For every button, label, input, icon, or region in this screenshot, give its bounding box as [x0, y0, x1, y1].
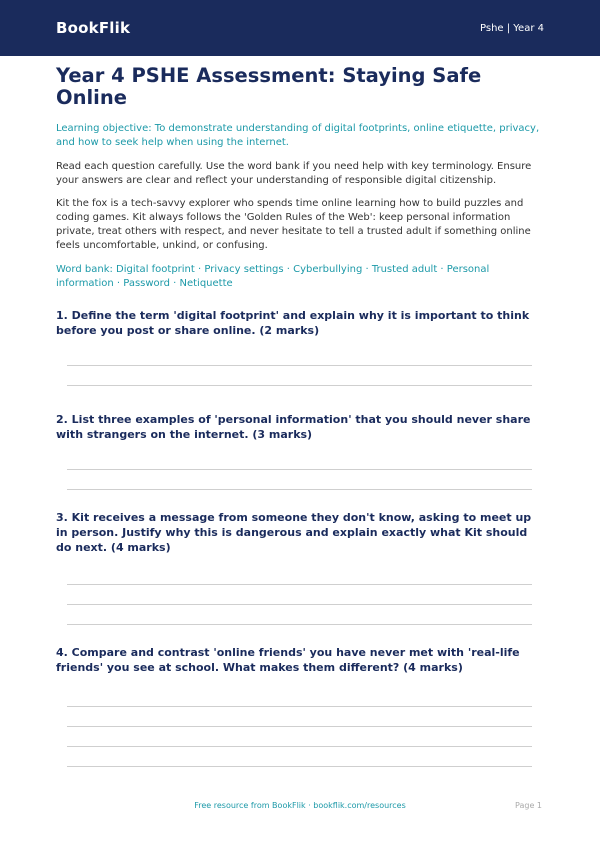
answer-area[interactable] [67, 365, 532, 405]
breadcrumb: Pshe | Year 4 [480, 22, 544, 34]
answer-line[interactable] [67, 766, 532, 786]
page-header [0, 0, 600, 56]
question-block [56, 510, 544, 644]
question-text: 4. Compare and contrast 'online friends' you have never met with 'real-life friends' you see at school. What makes them different? (4 marks) [56, 646, 520, 674]
page-title: Year 4 PSHE Assessment: Staying Safe Online [56, 64, 482, 109]
learning-objective: Learning objective: To demonstrate understanding of digital footprints, online etiquette, privacy, and how to seek help when using the internet. [56, 123, 540, 148]
story-intro: Kit the fox is a tech-savvy explorer who spends time online learning how to build puzzles and coding games. Kit always follows the 'Golden Rules of the Web': keep personal information private, treat others with respect, and never hesitate to tell a trusted adult if something online feels uncomfortable, unkind, or confusing. [56, 198, 531, 251]
footer-resource-link[interactable]: Free resource from BookFlik · bookflik.com/resources [194, 801, 406, 810]
answer-line[interactable] [67, 489, 532, 509]
question-text: 3. Kit receives a message from someone they don't know, asking to meet up in person. Justify why this is dangerous and explain exactly what Kit should do next. (4 marks) [56, 511, 532, 554]
question-block [56, 645, 544, 786]
answer-area[interactable] [67, 584, 532, 644]
word-bank: Word bank: Digital footprint · Privacy settings · Cyberbullying · Trusted adult · Personal information · Password · Netiquette [56, 264, 490, 289]
question-block [56, 308, 544, 405]
answer-line[interactable] [67, 385, 532, 405]
answer-line[interactable] [67, 584, 532, 604]
instructions: Read each question carefully. Use the word bank if you need help with key terminology. Ensure your answers are clear and reflect your understanding of responsible digital citizenship. [56, 161, 532, 186]
answer-area[interactable] [67, 706, 532, 786]
answer-line[interactable] [67, 726, 532, 746]
question-text: 1. Define the term 'digital footprint' and explain why it is important to think before you post or share online. (2 marks) [56, 309, 530, 337]
question-block [56, 412, 544, 509]
worksheet-body [56, 56, 544, 786]
answer-line[interactable] [67, 469, 532, 489]
answer-line[interactable] [67, 604, 532, 624]
page-number: Page 1 [515, 801, 542, 810]
answer-line[interactable] [67, 624, 532, 644]
answer-area[interactable] [67, 469, 532, 509]
answer-line[interactable] [67, 706, 532, 726]
brand-logo[interactable]: BookFlik [56, 19, 131, 37]
question-text: 2. List three examples of 'personal information' that you should never share with strangers on the internet. (3 marks) [56, 413, 531, 441]
answer-line[interactable] [67, 746, 532, 766]
answer-line[interactable] [67, 365, 532, 385]
